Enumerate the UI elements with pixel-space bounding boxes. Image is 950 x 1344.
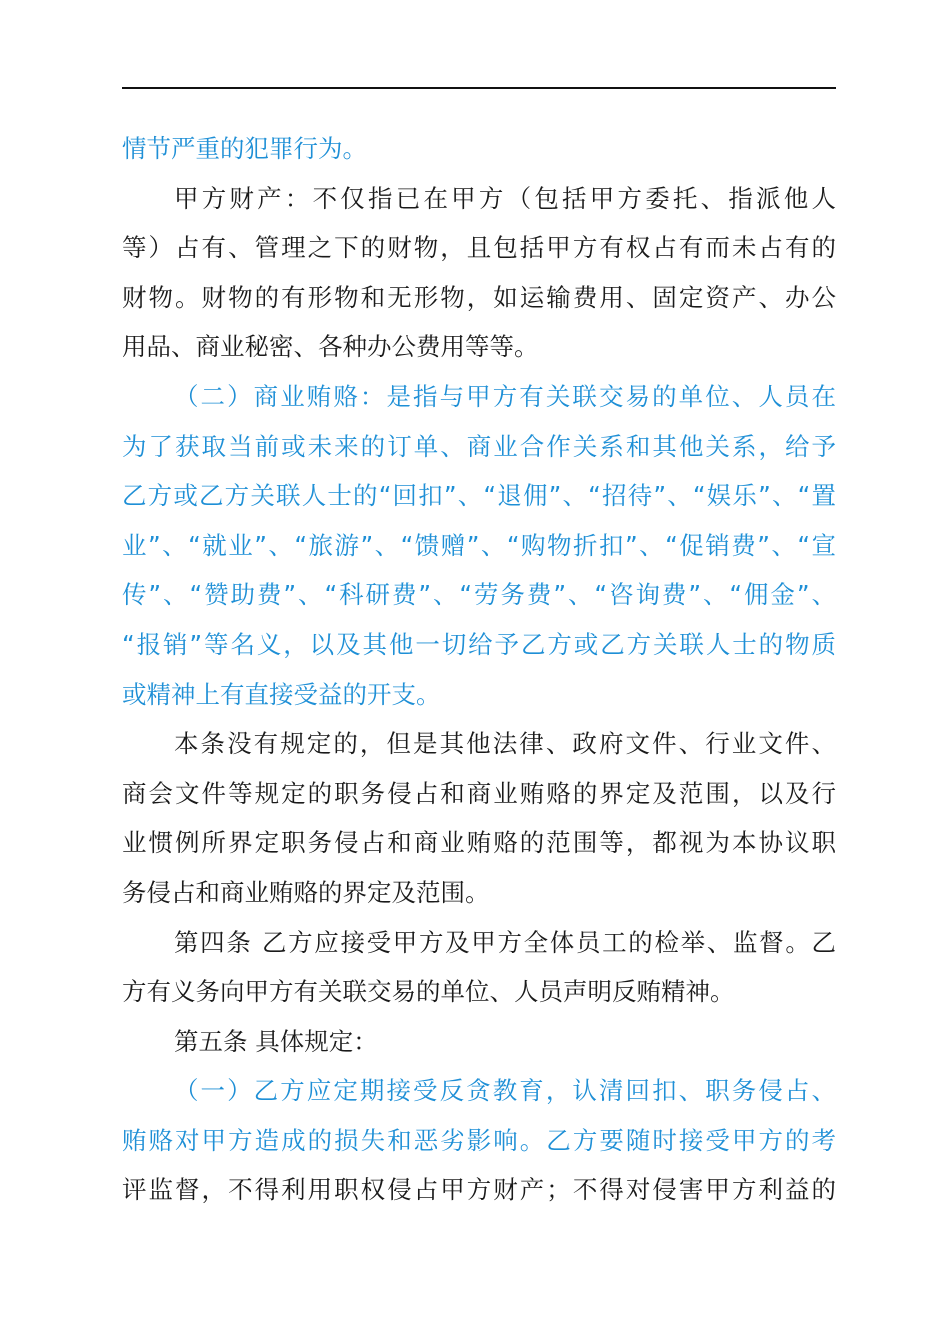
text-line: 业惯例所界定职务侵占和商业贿赂的范围等，都视为本协议职 — [122, 828, 836, 858]
text-line: 商会文件等规定的职务侵占和商业贿赂的界定及范围，以及行 — [122, 778, 836, 808]
text-line: 务侵占和商业贿赂的界定及范围。 — [122, 877, 490, 907]
text-line: 等）占有、管理之下的财物，且包括甲方有权占有而未占有的 — [122, 233, 836, 263]
text-line: 本条没有规定的，但是其他法律、政府文件、行业文件、 — [174, 729, 836, 759]
text-line: （一）乙方应定期接受反贪教育，认清回扣、职务侵占、 — [174, 1076, 836, 1106]
text-line: 财物。财物的有形物和无形物，如运输费用、固定资产、办公 — [122, 282, 836, 312]
text-line: 业”、“就业”、“旅游”、“馈赠”、“购物折扣”、“促销费”、“宣 — [122, 530, 836, 560]
text-line: 第五条 具体规定： — [174, 1026, 378, 1056]
text-line: 情节严重的犯罪行为。 — [122, 134, 367, 163]
text-line: （二）商业贿赂：是指与甲方有关联交易的单位、人员在 — [174, 381, 836, 411]
text-line: 为了获取当前或未来的订单、商业合作关系和其他关系，给予 — [122, 431, 836, 461]
text-line: “报销”等名义，以及其他一切给予乙方或乙方关联人士的物质 — [122, 629, 836, 659]
text-line: 第四条 乙方应接受甲方及甲方全体员工的检举、监督。乙 — [174, 927, 836, 957]
text-line: 方有义务向甲方有关联交易的单位、人员声明反贿精神。 — [122, 977, 735, 1007]
text-line: 评监督，不得利用职权侵占甲方财产；不得对侵害甲方利益的 — [122, 1175, 836, 1205]
text-line: 贿赂对甲方造成的损失和恶劣影响。乙方要随时接受甲方的考 — [122, 1125, 836, 1155]
document-body — [122, 124, 836, 1215]
text-line: 乙方或乙方关联人士的“回扣”、“退佣”、“招待”、“娱乐”、“置 — [122, 481, 836, 511]
header-rule — [122, 87, 836, 89]
text-line: 甲方财产：不仅指已在甲方（包括甲方委托、指派他人 — [174, 183, 836, 213]
text-line: 或精神上有直接受益的开支。 — [122, 679, 441, 709]
text-line: 传”、“赞助费”、“科研费”、“劳务费”、“咨询费”、“佣金”、 — [122, 580, 836, 610]
text-line: 用品、商业秘密、各种办公费用等等。 — [122, 332, 539, 362]
